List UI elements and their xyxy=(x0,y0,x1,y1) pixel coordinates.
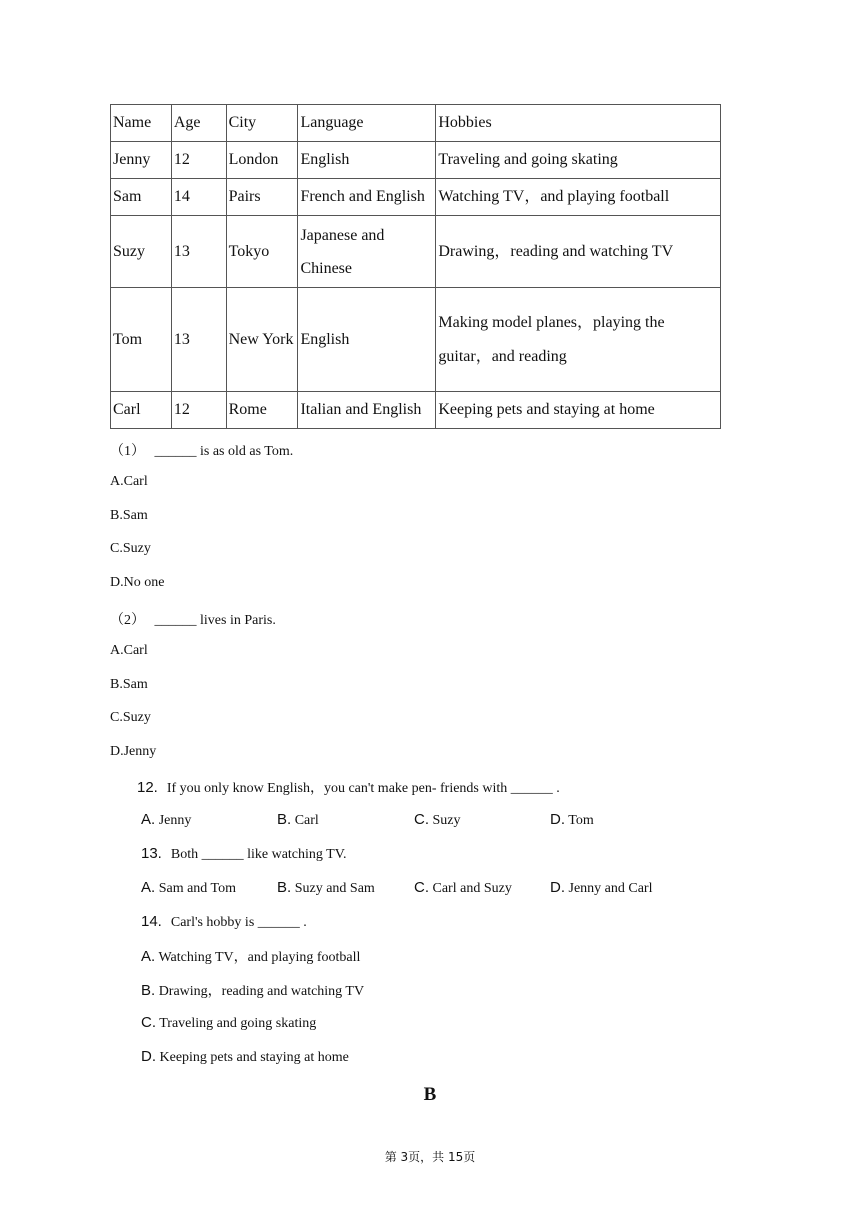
option-c[interactable]: C. Suzy xyxy=(414,811,461,828)
option-b[interactable]: B. Suzy and Sam xyxy=(277,879,375,896)
option-a[interactable]: A. Jenny xyxy=(141,811,192,828)
option-b[interactable]: B. Drawing，reading and watching TV xyxy=(141,982,365,999)
question-13 xyxy=(141,845,347,863)
question-number: 13. xyxy=(141,845,162,862)
table-row xyxy=(111,216,721,288)
cell-age: 13 xyxy=(171,216,226,288)
cell-city: Tokyo xyxy=(226,216,298,288)
cell-hobbies: Watching TV，and playing football xyxy=(436,179,721,216)
section-heading-b: B xyxy=(423,1084,437,1105)
cell-name: Suzy xyxy=(111,216,172,288)
option-d[interactable]: D.Jenny xyxy=(110,744,157,759)
option-b[interactable]: B. Carl xyxy=(277,811,319,828)
question-text: If you only know English，you can't make pen- friends with ______ . xyxy=(166,781,560,796)
page-footer: 第 3页，共 15页 xyxy=(384,1150,476,1164)
cell-city: Rome xyxy=(226,392,298,429)
option-d[interactable]: D.No one xyxy=(110,575,165,590)
cell-hobbies: Traveling and going skating xyxy=(436,142,721,179)
cell-language: Japanese and Chinese xyxy=(298,216,436,288)
cell-city: New York xyxy=(226,288,298,392)
option-c[interactable]: C.Suzy xyxy=(110,710,151,725)
sub-question-text: ______ is as old as Tom. xyxy=(154,444,294,459)
cell-language: French and English xyxy=(298,179,436,216)
options-row-12 xyxy=(141,811,701,831)
question-number: 14. xyxy=(141,913,162,930)
option-d[interactable]: D. Jenny and Carl xyxy=(550,879,653,896)
options-row-13 xyxy=(141,879,701,899)
cell-name: Carl xyxy=(111,392,172,429)
question-text: Carl's hobby is ______ . xyxy=(170,915,307,930)
cell-age: 14 xyxy=(171,179,226,216)
option-c[interactable]: C.Suzy xyxy=(110,541,151,556)
table-row xyxy=(111,142,721,179)
cell-name: Jenny xyxy=(111,142,172,179)
cell-city: Pairs xyxy=(226,179,298,216)
cell-age: 12 xyxy=(171,142,226,179)
option-d[interactable]: D. Tom xyxy=(550,811,594,828)
header-city: City xyxy=(226,105,298,142)
info-table xyxy=(110,104,721,429)
header-hobbies: Hobbies xyxy=(436,105,721,142)
question-14 xyxy=(141,913,307,931)
header-name: Name xyxy=(111,105,172,142)
option-a[interactable]: A. Sam and Tom xyxy=(141,879,237,896)
cell-language: English xyxy=(298,288,436,392)
option-a[interactable]: A.Carl xyxy=(110,474,148,489)
option-b[interactable]: B.Sam xyxy=(110,508,148,523)
cell-age: 12 xyxy=(171,392,226,429)
option-a[interactable]: A.Carl xyxy=(110,643,148,658)
cell-age: 13 xyxy=(171,288,226,392)
cell-hobbies: Drawing，reading and watching TV xyxy=(436,216,721,288)
cell-name: Sam xyxy=(111,179,172,216)
table-row xyxy=(111,392,721,429)
table-row xyxy=(111,179,721,216)
option-a[interactable]: A. Watching TV，and playing football xyxy=(141,948,361,965)
header-age: Age xyxy=(171,105,226,142)
cell-hobbies: Keeping pets and staying at home xyxy=(436,392,721,429)
cell-name: Tom xyxy=(111,288,172,392)
table-header-row xyxy=(111,105,721,142)
table-row xyxy=(111,288,721,392)
question-12 xyxy=(137,777,560,797)
header-language: Language xyxy=(298,105,436,142)
option-c[interactable]: C. Carl and Suzy xyxy=(414,879,512,896)
option-b[interactable]: B.Sam xyxy=(110,677,148,692)
cell-language: English xyxy=(298,142,436,179)
cell-language: Italian and English xyxy=(298,392,436,429)
option-d[interactable]: D. Keeping pets and staying at home xyxy=(141,1048,349,1065)
option-c[interactable]: C. Traveling and going skating xyxy=(141,1014,317,1031)
sub-question-number: （2） xyxy=(110,613,145,628)
sub-question-1 xyxy=(110,440,293,460)
sub-question-number: （1） xyxy=(110,444,145,459)
sub-question-2 xyxy=(110,609,276,629)
question-text: Both ______ like watching TV. xyxy=(170,847,347,862)
cell-hobbies: Making model planes，playing the guitar，and reading xyxy=(436,288,721,392)
question-number: 12. xyxy=(137,779,158,796)
cell-city: London xyxy=(226,142,298,179)
sub-question-text: ______ lives in Paris. xyxy=(154,613,276,628)
